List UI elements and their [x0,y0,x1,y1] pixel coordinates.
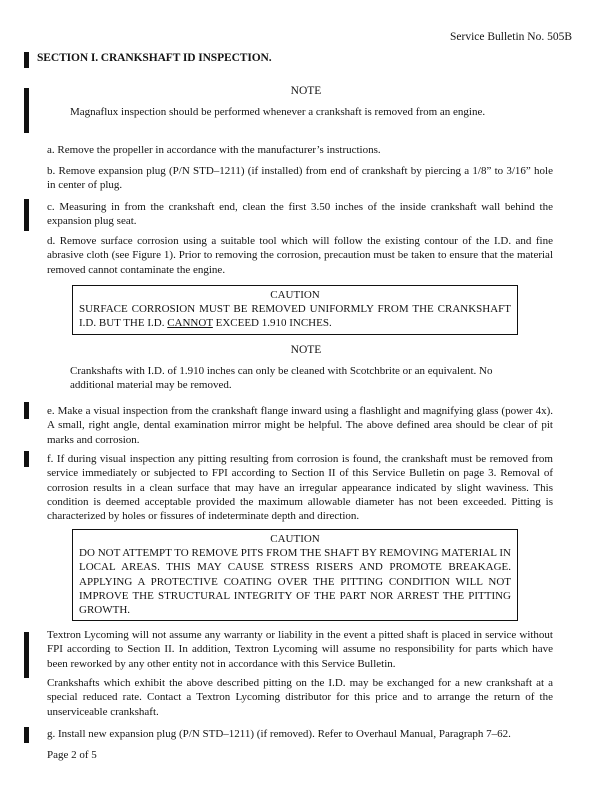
caution-box [72,529,518,621]
revision-bar [24,632,29,678]
step-a: a. Remove the propeller in accordance with the manufacturer’s instructions. [47,144,381,156]
warranty-paragraph: Textron Lycoming will not assume any warranty or liability in the event a pitted shaft is placed in service without FPI according to Section II. In addition, Textron Lycoming will assume no responsibility for parts which have been reworked by any other entity not in accordance with this Service Bulletin. [47,629,553,670]
section-title: SECTION I. CRANKSHAFT ID INSPECTION. [37,52,272,64]
caution-box [72,285,518,335]
step-b: b. Remove expansion plug (P/N STD–1211) (if installed) from end of crankshaft by piercing a 1/8” to 3/16” hole in center of plug. [47,165,553,192]
caution-heading: CAUTION [270,533,320,545]
caution-text: SURFACE CORROSION MUST BE REMOVED UNIFORMLY FROM THE CRANKSHAFT I.D. BUT THE I.D. CANNOT EXCEED 1.910 INCHES. [79,303,511,330]
caution-heading: CAUTION [270,289,320,301]
bulletin-number: Service Bulletin No. 505B [449,31,572,43]
caution-text: DO NOT ATTEMPT TO REMOVE PITS FROM THE SHAFT BY REMOVING MATERIAL IN LOCAL AREAS. THIS MAY CAUSE STRESS RISERS AND PROMOTE BREAKAGE. APPLYING A PROTECTIVE COATING OVER THE PITTING CONDITION WILL NOT IMPROVE THE STRUCTURAL INTEGRITY OF THE PART NOR ARREST THE PITTING GROWTH. [79,547,511,617]
note-heading: NOTE [290,85,322,97]
step-f: f. If during visual inspection any pitting resulting from corrosion is found, the crankshaft must be removed from service immediately or subjected to FPI according to Section II of this Service Bulletin on page 3. Removal of corrosion results in a clean surface that may have an irregular appearance indicated by slight waviness. This condition is deemed acceptable provided the maximum allowable diameter has not been exceeded. Pitting is characterized by holes or fissures of indeterminate depth and direction. [47,453,553,523]
revision-bar [24,727,29,743]
revision-bar [24,451,29,467]
note-text: Magnaflux inspection should be performed whenever a crankshaft is removed from an engine. [70,106,486,118]
step-d: d. Remove surface corrosion using a suitable tool which will follow the existing contour of the I.D. and fine abrasive cloth (see Figure 1). Prior to removing the corrosion, precaution must be taken to ensure that the material removed cannot contaminate the engine. [47,235,553,276]
revision-bar [24,402,29,419]
note-text: Crankshafts with I.D. of 1.910 inches can only be cleaned with Scotchbrite or an equivalent. No additional material may be removed. [70,365,493,392]
revision-bar [24,52,29,68]
step-c: c. Measuring in from the crankshaft end, clean the first 3.50 inches of the inside crankshaft wall behind the expansion plug seat. [47,201,553,228]
page-number: Page 2 of 5 [47,749,97,761]
step-e: e. Make a visual inspection from the crankshaft flange inward using a flashlight and magnifying glass (power 4x). A small, right angle, dental examination mirror might be helpful. The above defined area should be clear of pit marks and corrosion. [47,405,553,446]
step-g: g. Install new expansion plug (P/N STD–1211) (if removed). Refer to Overhaul Manual, Paragraph 7–62. [47,728,511,740]
note-heading: NOTE [290,344,322,356]
revision-bar [24,199,29,231]
exchange-paragraph: Crankshafts which exhibit the above described pitting on the I.D. may be exchanged for a new crankshaft at a special reduced rate. Contact a Textron Lycoming distributor for this price and to arrange the return of the unserviceable crankshaft. [47,677,553,718]
